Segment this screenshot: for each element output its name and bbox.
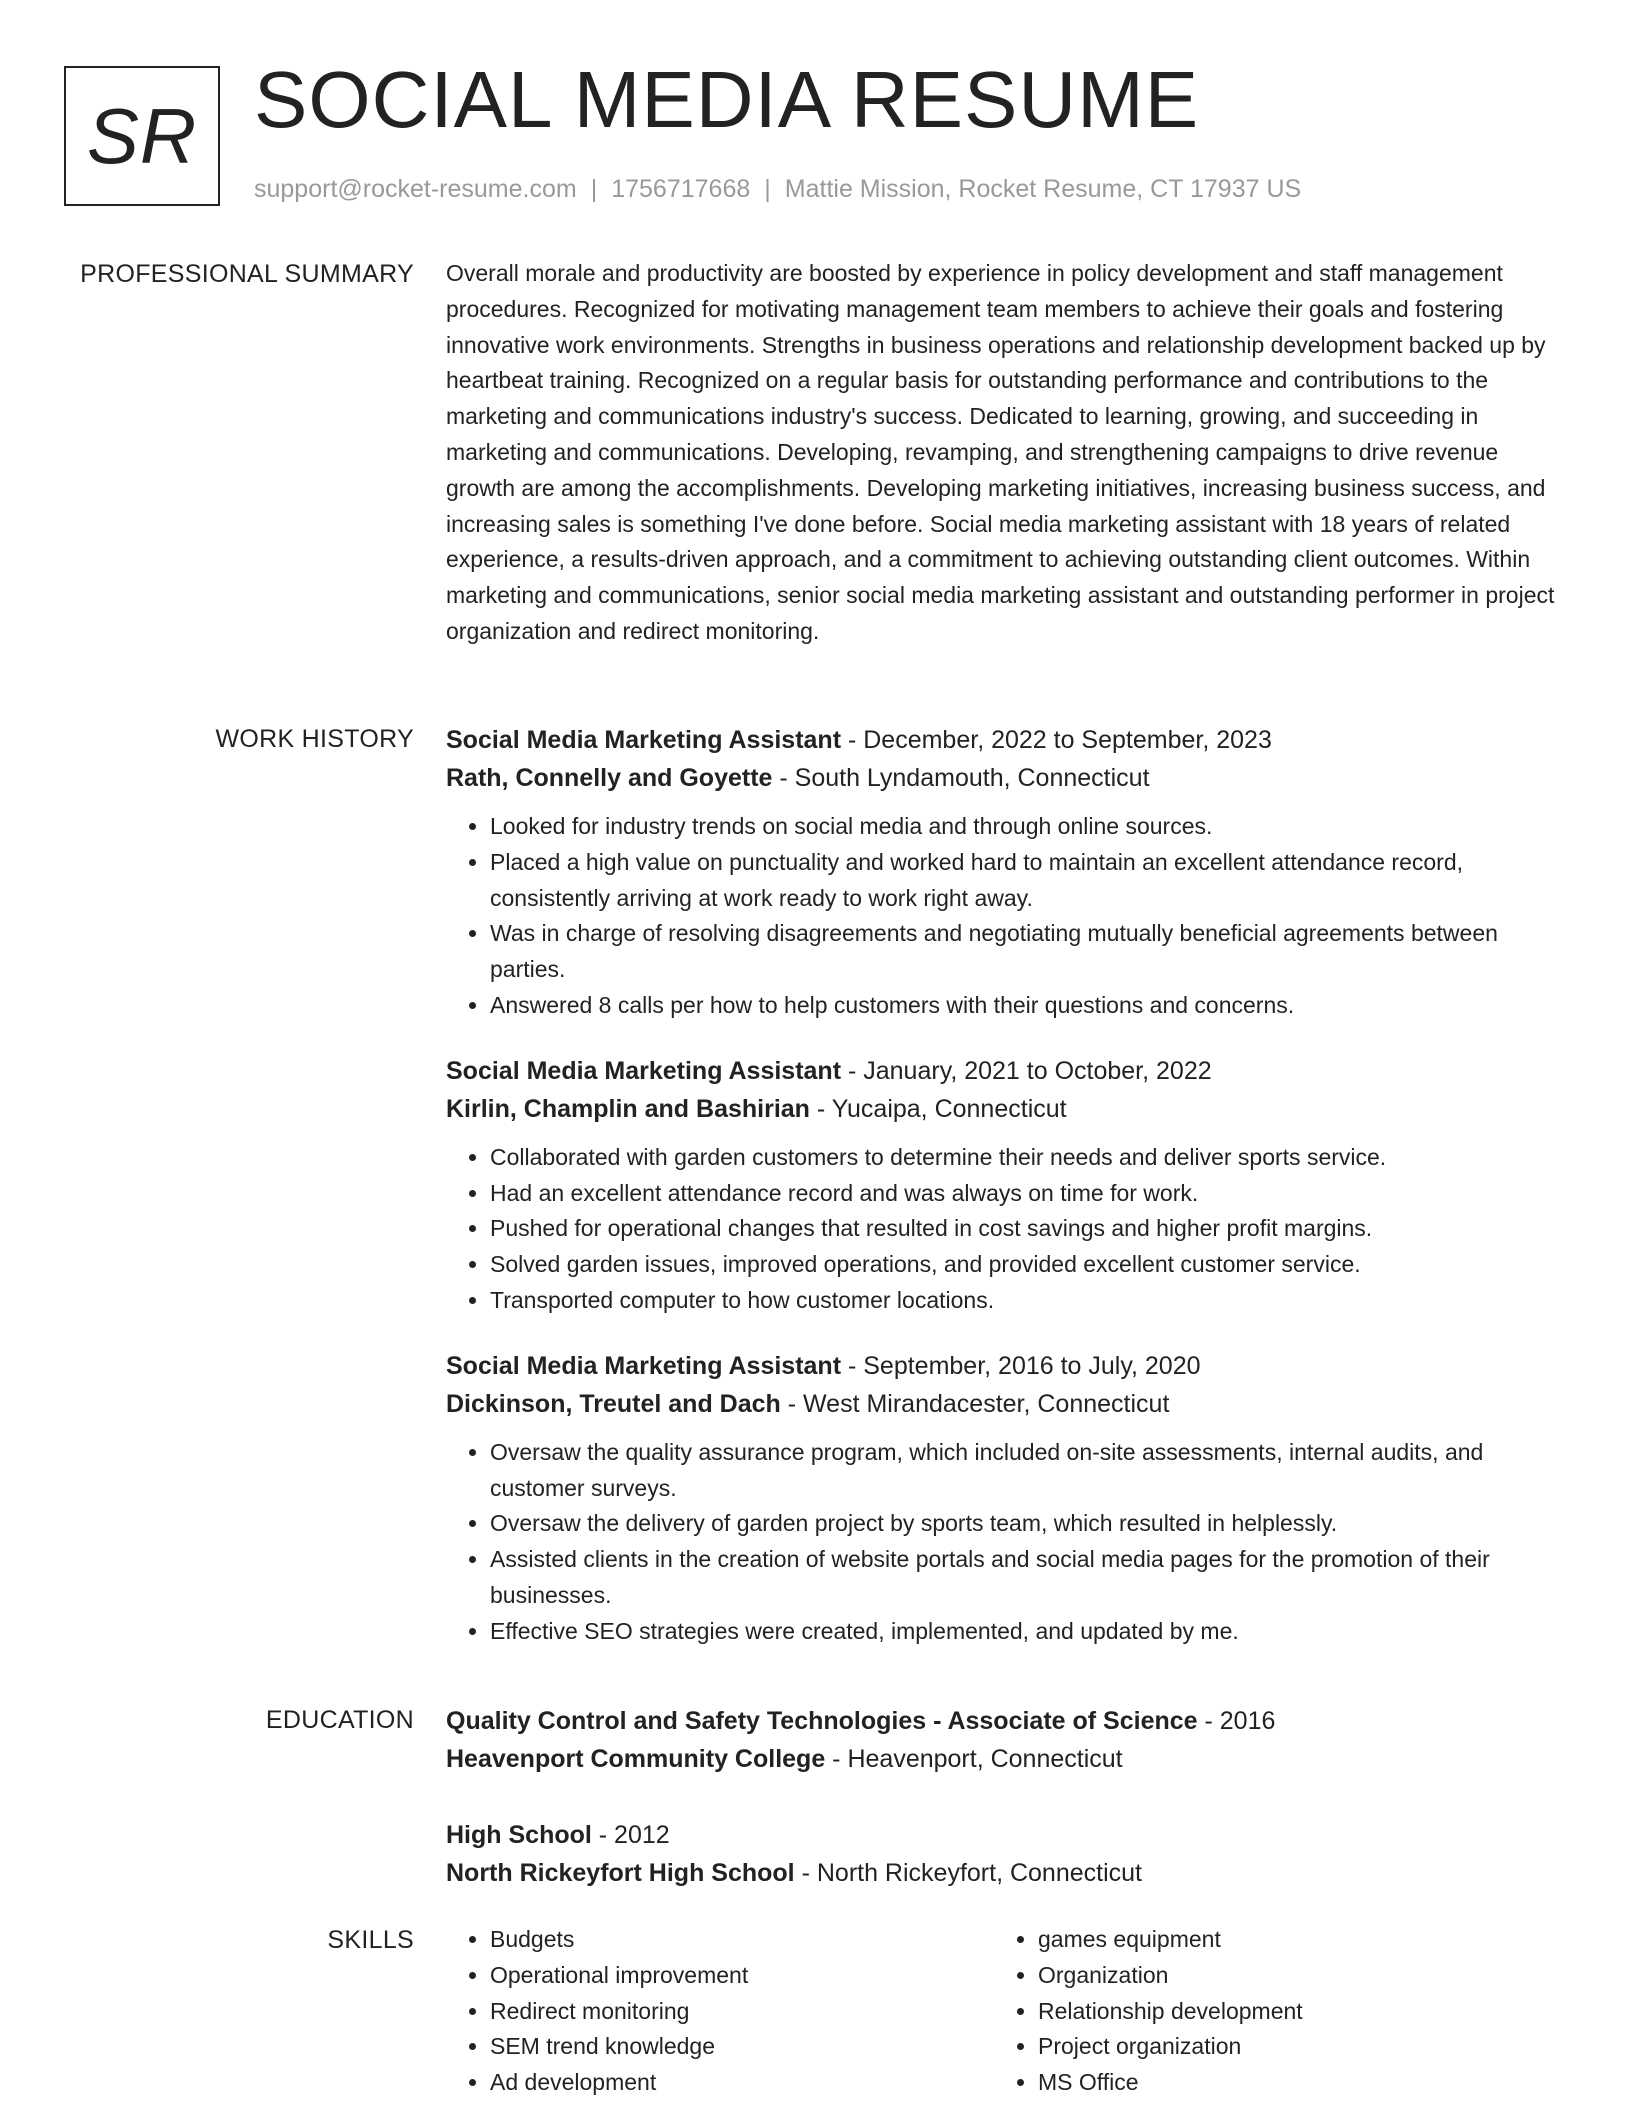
resume-title: SOCIAL MEDIA RESUME [254,55,1200,144]
list-item: • Pushed for operational changes that resulted in cost savings and higher profit margins. [490,1211,1556,1247]
list-item: • Answered 8 calls per how to help customers with their questions and concerns. [490,988,1556,1024]
list-item: • Redirect monitoring [490,1994,994,2030]
list-item: • Collaborated with garden customers to determine their needs and deliver sports service. [490,1140,1556,1176]
school-line [446,1740,1556,1778]
job-location: - Yucaipa, Connecticut [809,1094,1067,1123]
school-location: - North Rickeyfort, Connecticut [794,1859,1142,1887]
list-item: • Assisted clients in the creation of website portals and social media pages for the promotion of their businesses. [490,1542,1556,1614]
job-entry [446,1052,1556,1319]
list-item: • Effective SEO strategies were created, implemented, and updated by me. [490,1614,1556,1650]
skills-column-right [994,1922,1542,2101]
degree: High School [446,1821,592,1849]
list-item: • Oversaw the delivery of garden project by sports team, which resulted in helplessly. [490,1506,1556,1542]
monogram-initials: SR [86,91,198,180]
job-bullets [446,1140,1556,1319]
list-item: • Operational improvement [490,1958,994,1994]
company-name: Dickinson, Treutel and Dach [446,1389,781,1418]
company-name: Rath, Connelly and Goyette [446,764,773,792]
section-label-skills: SKILLS [327,1926,414,1954]
job-company-line [446,1385,1556,1423]
school-line [446,1854,1556,1892]
section-label-education: EDUCATION [265,1706,414,1734]
degree-line [446,1702,1556,1740]
list-item: • Had an excellent attendance record and was always on time for work. [490,1176,1556,1212]
skills-list [446,1922,1556,2101]
job-title: Social Media Marketing Assistant [446,1351,842,1380]
address: Mattie Mission, Rocket Resume, CT 17937 US [784,175,1302,203]
list-item: • Relationship development [1038,1994,1542,2030]
list-item: • MS Office [1038,2065,1542,2101]
job-title: Social Media Marketing Assistant [446,726,842,754]
list-item: • Transported computer to how customer locations. [490,1283,1556,1319]
section-label-summary: PROFESSIONAL SUMMARY [80,260,414,288]
job-title: Social Media Marketing Assistant [446,1056,842,1085]
job-dates: - September, 2016 to July, 2020 [841,1351,1201,1380]
list-item: • Oversaw the quality assurance program, which included on-site assessments, internal audits, and customer surveys. [490,1435,1556,1507]
job-company-line [446,1090,1556,1128]
company-name: Kirlin, Champlin and Bashirian [446,1094,810,1123]
education-entry [446,1702,1556,1778]
job-bullets [446,1435,1556,1650]
job-title-line [446,1347,1556,1385]
separator: | [590,175,598,203]
job-title-line [446,721,1556,759]
grad-year: - 2012 [591,1821,670,1849]
job-location: - South Lyndamouth, Connecticut [772,764,1150,792]
jobs-list [446,721,1556,1678]
list-item: • Was in charge of resolving disagreements and negotiating mutually beneficial agreements between parties. [490,916,1556,988]
list-item: • Ad development [490,2065,994,2101]
list-item: • Budgets [490,1922,994,1958]
list-item: • SEM trend knowledge [490,2029,994,2065]
job-location: - West Mirandacester, Connecticut [780,1389,1170,1418]
section-label-work-history: WORK HISTORY [215,725,414,753]
separator: | [764,175,771,203]
job-entry [446,721,1556,1024]
school-name: Heavenport Community College [446,1745,826,1773]
education-entry [446,1816,1556,1892]
list-item: • Placed a high value on punctuality and worked hard to maintain an excellent attendance record, consistently arriving at work ready to work right away. [490,845,1556,917]
education-list [446,1702,1556,1930]
skills-column-left [446,1922,994,2101]
job-bullets [446,809,1556,1024]
job-dates: - January, 2021 to October, 2022 [841,1056,1212,1085]
list-item: • Project organization [1038,2029,1542,2065]
job-dates: - December, 2022 to September, 2023 [841,726,1272,754]
job-title-line [446,1052,1556,1090]
list-item: • Solved garden issues, improved operations, and provided excellent customer service. [490,1247,1556,1283]
list-item: • Organization [1038,1958,1542,1994]
school-location: - Heavenport, Connecticut [825,1745,1123,1773]
monogram-logo [64,66,220,206]
degree-line [446,1816,1556,1854]
summary-text: Overall morale and productivity are boosted by experience in policy development and staff management procedures. Recognized for motivating management team members to achieve their goals and fostering innovative work environments. Strengths in business operations and relationship development backed up by heartbeat training. Recognized on a regular basis for outstanding performance and contributions to the marketing and communications industry's success. Dedicated to learning, growing, and succeeding in marketing and communications. Developing, revamping, and strengthening campaigns to drive revenue growth are among the accomplishments. Developing marketing initiatives, increasing business success, and increasing sales is something I've done before. Social media marketing assistant with 18 years of related experience, a results-driven approach, and a commitment to achieving outstanding client outcomes. Within marketing and communications, senior social media marketing assistant and outstanding performer in project organization and redirect monitoring. [446,260,1555,644]
grad-year: - 2016 [1197,1707,1276,1735]
email-link[interactable]: support@rocket-resume.com [254,175,577,203]
phone-number: 1756717668 [611,175,751,203]
job-entry [446,1347,1556,1650]
contact-line [254,175,1301,204]
list-item: • Looked for industry trends on social media and through online sources. [490,809,1556,845]
job-company-line [446,759,1556,797]
list-item: • games equipment [1038,1922,1542,1958]
degree: Quality Control and Safety Technologies - Associate of Science [446,1707,1198,1735]
school-name: North Rickeyfort High School [446,1859,795,1887]
